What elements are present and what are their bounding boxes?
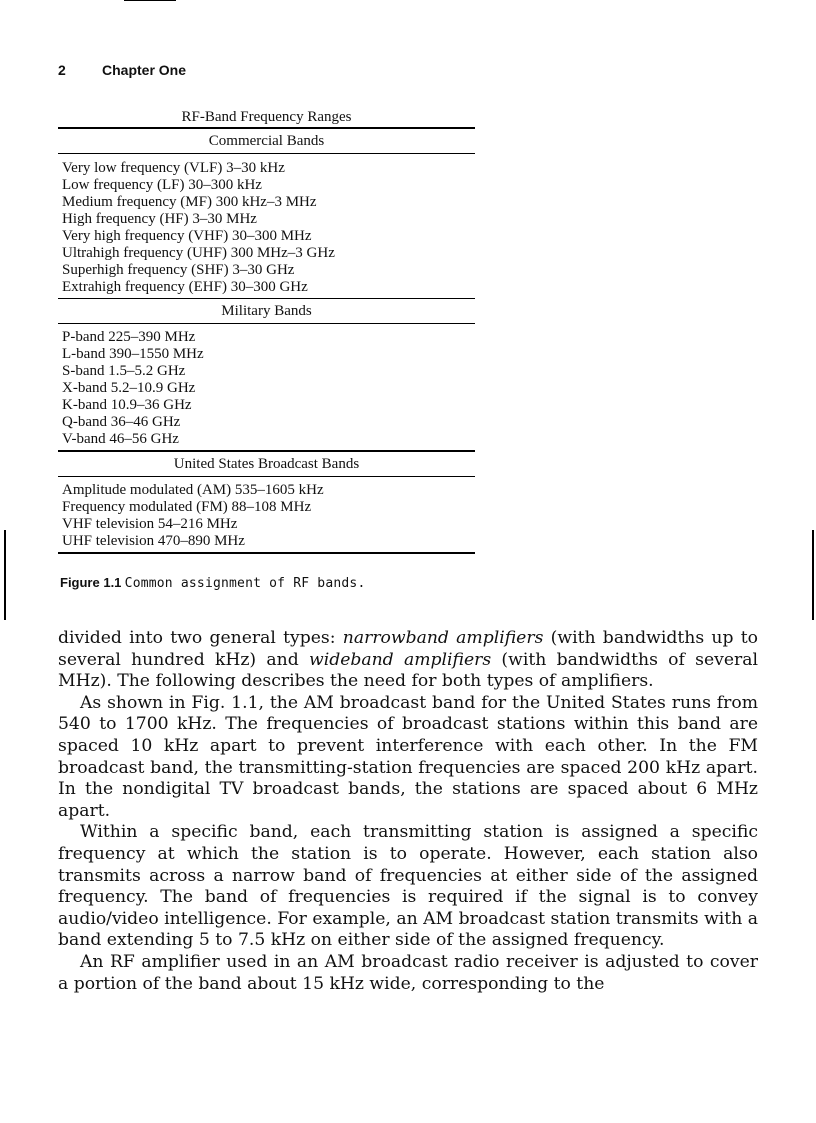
table-row: Medium frequency (MF) 300 kHz–3 MHz — [62, 194, 317, 210]
left-margin-mark — [4, 530, 6, 620]
table-row: Very low frequency (VLF) 3–30 kHz — [62, 160, 285, 176]
table-row: Very high frequency (VHF) 30–300 MHz — [62, 228, 312, 244]
text-run: (with bandwidths up to several hundred kHz) and — [58, 628, 758, 670]
table-row: Ultrahigh frequency (UHF) 300 MHz–3 GHz — [62, 245, 335, 261]
section-heading-broadcast: United States Broadcast Bands — [173, 456, 360, 472]
table-row: Low frequency (LF) 30–300 kHz — [62, 177, 262, 193]
military-band-list — [58, 324, 475, 450]
page-number: 2 — [58, 62, 66, 78]
broadcast-band-list — [58, 477, 475, 552]
table-row: P-band 225–390 MHz — [62, 329, 196, 345]
paragraph: As shown in Fig. 1.1, the AM broadcast band for the United States runs from 540 to 1700 kHz. The frequencies of broadcast stations within this band are spaced 10 kHz apart to prevent interference with each other. In the FM broadcast band, the transmitting-station frequencies are spaced 200 kHz apart. In the nondigital TV broadcast bands, the stations are spaced about 6 MHz apart. — [58, 692, 758, 821]
body-text — [58, 628, 758, 995]
section-heading-commercial: Commercial Bands — [208, 133, 325, 149]
paragraph: An RF amplifier used in an AM broadcast radio receiver is adjusted to cover a portion of the band about 15 kHz wide, corresponding to the — [58, 951, 758, 994]
paragraph: Within a specific band, each transmitting station is assigned a specific frequency at which the station is to operate. However, each station also transmits across a narrow band of frequencies at either side of the assigned frequency. The band of frequencies is required if the signal is to convey audio/video intelligence. For example, an AM broadcast station transmits with a band extending 5 to 7.5 kHz on either side of the assigned frequency. — [58, 822, 758, 951]
table-title: RF-Band Frequency Ranges — [181, 109, 352, 125]
chapter-title: Chapter One — [102, 62, 187, 78]
emphasis-wideband: wideband amplifiers — [308, 649, 492, 670]
table-row: X-band 5.2–10.9 GHz — [62, 380, 196, 396]
rf-band-table — [58, 108, 475, 554]
table-row: L-band 390–1550 MHz — [62, 346, 204, 362]
table-row: VHF television 54–216 MHz — [62, 516, 238, 532]
text-run: divided into two general types: — [58, 628, 343, 648]
running-head — [58, 62, 186, 78]
top-rule — [124, 0, 176, 1]
table-row: Superhigh frequency (SHF) 3–30 GHz — [62, 262, 295, 278]
emphasis-narrowband: narrowband amplifiers — [342, 628, 544, 648]
table-row: Q-band 36–46 GHz — [62, 414, 181, 430]
figure-caption — [60, 575, 365, 591]
right-margin-mark — [812, 530, 814, 620]
text-run: (with bandwidths of several MHz). The following describes the need for both types of amplifiers. — [58, 649, 758, 692]
table-row: V-band 46–56 GHz — [62, 431, 179, 447]
table-row: UHF television 470–890 MHz — [62, 533, 245, 549]
table-row: Extrahigh frequency (EHF) 30–300 GHz — [62, 279, 308, 295]
table-row: High frequency (HF) 3–30 MHz — [62, 211, 257, 227]
figure-caption-text: Common assignment of RF bands. — [124, 576, 366, 591]
table-row: Amplitude modulated (AM) 535–1605 kHz — [62, 482, 324, 498]
table-bottom-rule — [58, 552, 475, 554]
table-row: S-band 1.5–5.2 GHz — [62, 363, 186, 379]
figure-label: Figure 1.1 — [60, 575, 122, 590]
table-row: Frequency modulated (FM) 88–108 MHz — [62, 499, 312, 515]
table-row: K-band 10.9–36 GHz — [62, 397, 192, 413]
section-heading-military: Military Bands — [221, 303, 312, 319]
commercial-band-list — [58, 154, 475, 298]
paragraph — [58, 628, 758, 693]
